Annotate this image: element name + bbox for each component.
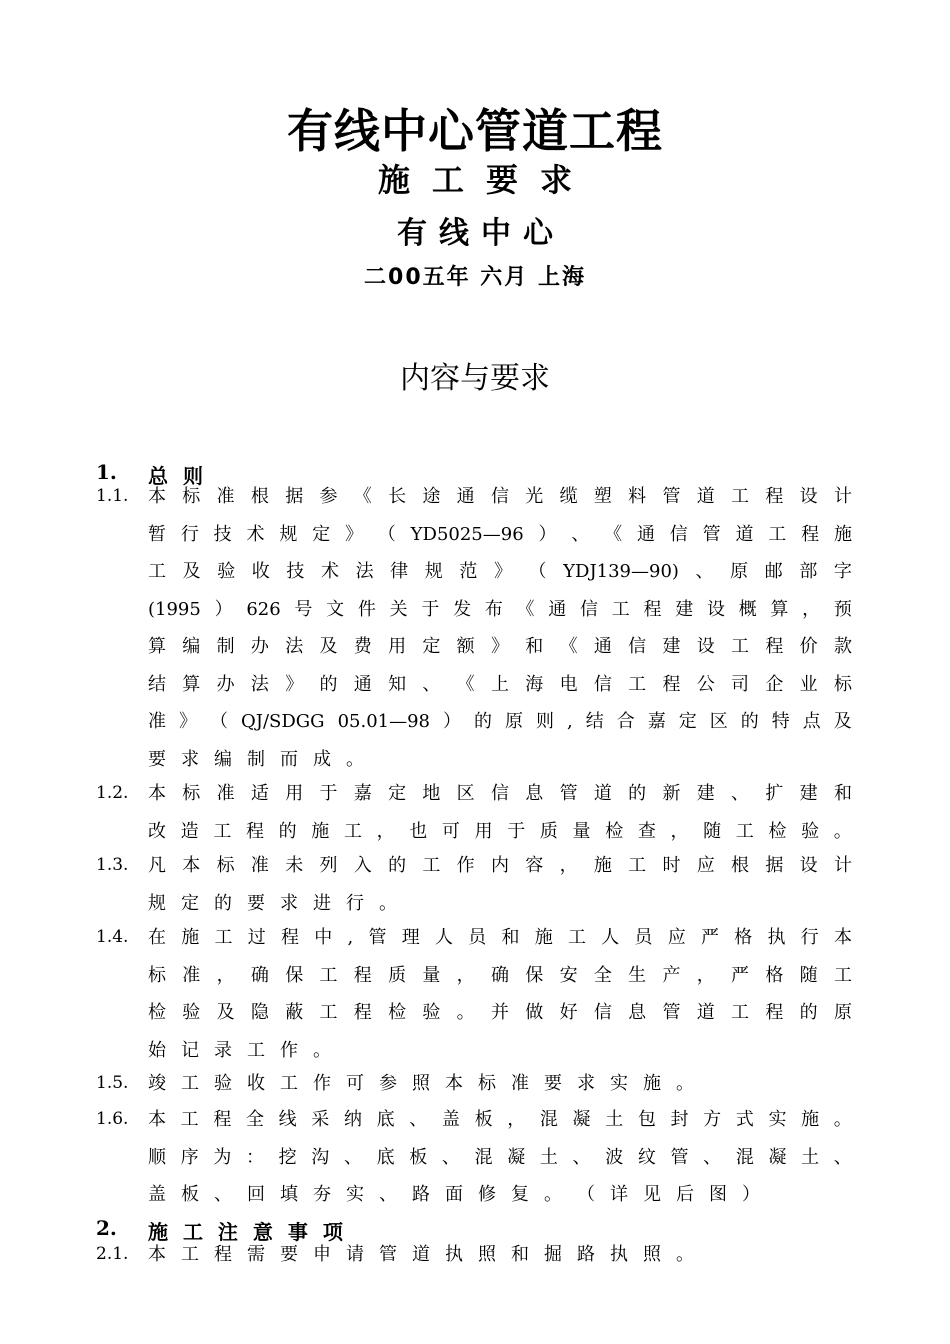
clause-text-line: 本 标 准 适 用 于 嘉 定 地 区 信 息 管 道 的 新 建 、 扩 建 和 [148, 783, 852, 804]
clause-text-line: 算 编 制 办 法 及 费 用 定 额 》 和 《 通 信 建 设 工 程 价 款 [148, 636, 852, 657]
clause-number: 1.6. [96, 1109, 129, 1129]
clause-number: 1.2. [96, 783, 129, 803]
clause-text-line: 改 造 工 程 的 施 工 ， 也 可 用 于 质 量 检 查 ， 随 工 检 验 。 [148, 820, 852, 842]
clause-number: 2.1. [96, 1244, 129, 1264]
organization-name: 有线中心 [397, 216, 565, 251]
date-place: 二00五年 六月 上海 [364, 265, 586, 290]
clause-number: 1.3. [96, 855, 129, 875]
clause-text-line: 盖 板 、 回 填 夯 实 、 路 面 修 复 。 （ 详 见 后 图 ） [148, 1184, 760, 1205]
section-label: 总 则 [148, 464, 207, 488]
clause-text-line: 顺 序 为 ： 挖 沟 、 底 板 、 混 凝 土 、 波 纹 管 、 混 凝 土 、 [148, 1146, 852, 1168]
section-number: 1. [96, 460, 117, 484]
clause-text-line: 要 求 编 制 而 成 。 [148, 748, 364, 770]
clause-number: 1.5. [96, 1073, 129, 1093]
clause-text-line: 始 记 录 工 作 。 [148, 1039, 331, 1061]
section-label: 施 工 注 意 事 项 [148, 1220, 347, 1244]
clause-text-line: 暂 行 技 术 规 定 》 （ YD5025—96 ） 、 《 通 信 管 道 工 程 施 [148, 523, 852, 545]
clause-text-line: 检 验 及 隐 蔽 工 程 检 验 。 并 做 好 信 息 管 道 工 程 的 原 [148, 1002, 852, 1023]
clause-text-line: 竣 工 验 收 工 作 可 参 照 本 标 准 要 求 实 施 。 [148, 1073, 694, 1094]
clause-text-line: 在 施 工 过 程 中 , 管 理 人 员 和 施 工 人 员 应 严 格 执 行 本 [148, 927, 852, 948]
clause-text-line: 标 准 ， 确 保 工 程 质 量 ， 确 保 安 全 生 产 ， 严 格 随 工 [148, 964, 852, 986]
clause-text-line: 结 算 办 法 》 的 通 知 、 《 上 海 电 信 工 程 公 司 企 业 标 [148, 673, 852, 695]
clause-text-line: 准 》 （ QJ/SDGG 05.01—98 ） 的 原 则 , 结 合 嘉 定 区 的 特 点 及 [148, 711, 852, 732]
clause-number: 1.1. [96, 486, 129, 506]
document-subtitle: 施工要求 [377, 161, 594, 199]
section-heading: 内容与要求 [400, 361, 550, 396]
clause-text-line: 凡 本 标 准 未 列 入 的 工 作 内 容 ， 施 工 时 应 根 据 设 计 [148, 855, 852, 876]
clause-number: 1.4. [96, 927, 129, 947]
clause-text-line: 本 工 程 需 要 申 请 管 道 执 照 和 掘 路 执 照 。 [148, 1244, 694, 1265]
section-number: 2. [96, 1216, 117, 1240]
clause-text-line: (1995 ） 626 号 文 件 关 于 发 布 《 通 信 工 程 建 设 概 算 ， 预 [148, 598, 852, 620]
clause-text-line: 规 定 的 要 求 进 行 。 [148, 892, 397, 914]
document-title: 有线中心管道工程 [287, 104, 663, 158]
clause-text-line: 本 工 程 全 线 采 纳 底 、 盖 板 ， 混 凝 土 包 封 方 式 实 施 。 [148, 1109, 852, 1130]
clause-text-line: 工 及 验 收 技 术 法 律 规 范 》 （ YDJ139—90) 、 原 邮 部 字 [148, 561, 852, 582]
clause-text-line: 本 标 准 根 据 参 《 长 途 通 信 光 缆 塑 料 管 道 工 程 设 计 [148, 486, 852, 507]
